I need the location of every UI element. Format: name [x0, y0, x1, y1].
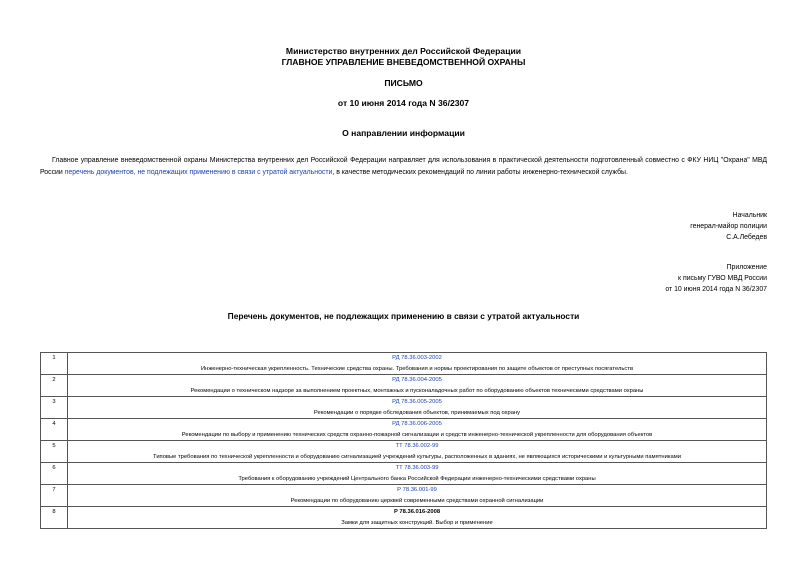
row-number: 6: [41, 463, 68, 485]
annex-label: Приложение: [726, 264, 767, 271]
document-list-link[interactable]: перечень документов, не подлежащих применению в связи с утратой актуальности: [64, 169, 333, 176]
ministry-name: Министерство внутренних дел Российской Федерации: [285, 46, 522, 56]
document-code-link[interactable]: РД 78.36.005-2005: [392, 399, 442, 405]
body-text-end: , в качестве методических рекомендаций по линии работы инженерно-технической службы.: [332, 169, 628, 176]
row-number: 1: [41, 353, 68, 375]
document-title: Рекомендации по выбору и применению технических средств охранно-пожарной сигнализации и средств инженерно-технической укрепленности для оборудования объектов: [181, 432, 653, 438]
document-title: Рекомендации о техническом надзоре за выполнением проектных, монтажных и пусконаладочных работ по оборудованию объектов техническими средствами охраны: [190, 388, 644, 394]
document-title: Замки для защитных конструкций. Выбор и применение: [341, 520, 493, 526]
department-name: ГЛАВНОЕ УПРАВЛЕНИЕ ВНЕВЕДОМСТВЕННОЙ ОХРАНЫ: [281, 57, 526, 67]
document-title: Требования к оборудованию учреждений Центрального банка Российской Федерации инженерно-техническими средствами охраны: [238, 476, 596, 482]
row-number: 7: [41, 485, 68, 507]
table-row: [41, 397, 767, 419]
table-row: [41, 463, 767, 485]
document-code-link[interactable]: РД 78.36.006-2005: [392, 421, 442, 427]
document-subject: О направлении информации: [342, 128, 465, 138]
document-title: Рекомендации о порядке обследования объектов, принимаемых под охрану: [313, 410, 521, 416]
row-number: 3: [41, 397, 68, 419]
table-row: [41, 375, 767, 397]
row-number: 5: [41, 441, 68, 463]
letter-body: [40, 155, 767, 179]
row-number: 4: [41, 419, 68, 441]
annex-letter-ref: к письму ГУВО МВД России: [678, 275, 767, 282]
signer-rank: генерал-майор полиции: [690, 223, 767, 230]
table-row: [41, 353, 767, 375]
document-code-link[interactable]: РД 78.36.004-2005: [392, 377, 442, 383]
table-row: [41, 441, 767, 463]
table-row: [41, 507, 767, 529]
annex-block: [665, 262, 767, 295]
document-title: Инженерно-техническая укрепленность. Технические средства охраны. Требования и нормы проектирования по защите объектов от преступных посягательств: [200, 366, 634, 372]
row-number: 2: [41, 375, 68, 397]
table-row: [41, 485, 767, 507]
row-number: 8: [41, 507, 68, 529]
annex-date: от 10 июня 2014 года N 36/2307: [665, 286, 767, 293]
list-title: Перечень документов, не подлежащих применению в связи с утратой актуальности: [227, 311, 580, 321]
documents-table: [40, 352, 767, 529]
document-title: Рекомендации по оборудованию церквей современными средствами охранной сигнализации: [290, 498, 544, 504]
signature-block: [690, 210, 767, 243]
document-code-link[interactable]: ТТ 78.36.002-99: [395, 443, 439, 449]
document-type: ПИСЬМО: [384, 78, 423, 88]
document-code-link[interactable]: РД 78.36.003-2002: [392, 355, 442, 361]
document-code: Р 78.36.016-2008: [393, 509, 441, 515]
table-row: [41, 419, 767, 441]
signer-name: С.А.Лебедев: [726, 234, 767, 241]
document-title: Типовые требования по технической укрепленности и оборудованию сигнализацией учреждений культуры, расположенных в зданиях, не являющихся историческими и культурными памятниками: [153, 454, 681, 460]
document-code-link[interactable]: Р 78.36.001-99: [397, 487, 437, 493]
body-text-start: Главное управление вневедомственной охраны Министерства внутренних дел Российской Федерации направляет для использования в практической деятельности подготовленный совместно с ФКУ НИЦ "Охрана" МВД России: [40, 157, 767, 176]
document-code-link[interactable]: ТТ 78.36.003-99: [395, 465, 439, 471]
signer-position: Начальник: [732, 212, 767, 219]
document-date: от 10 июня 2014 года N 36/2307: [337, 98, 470, 108]
